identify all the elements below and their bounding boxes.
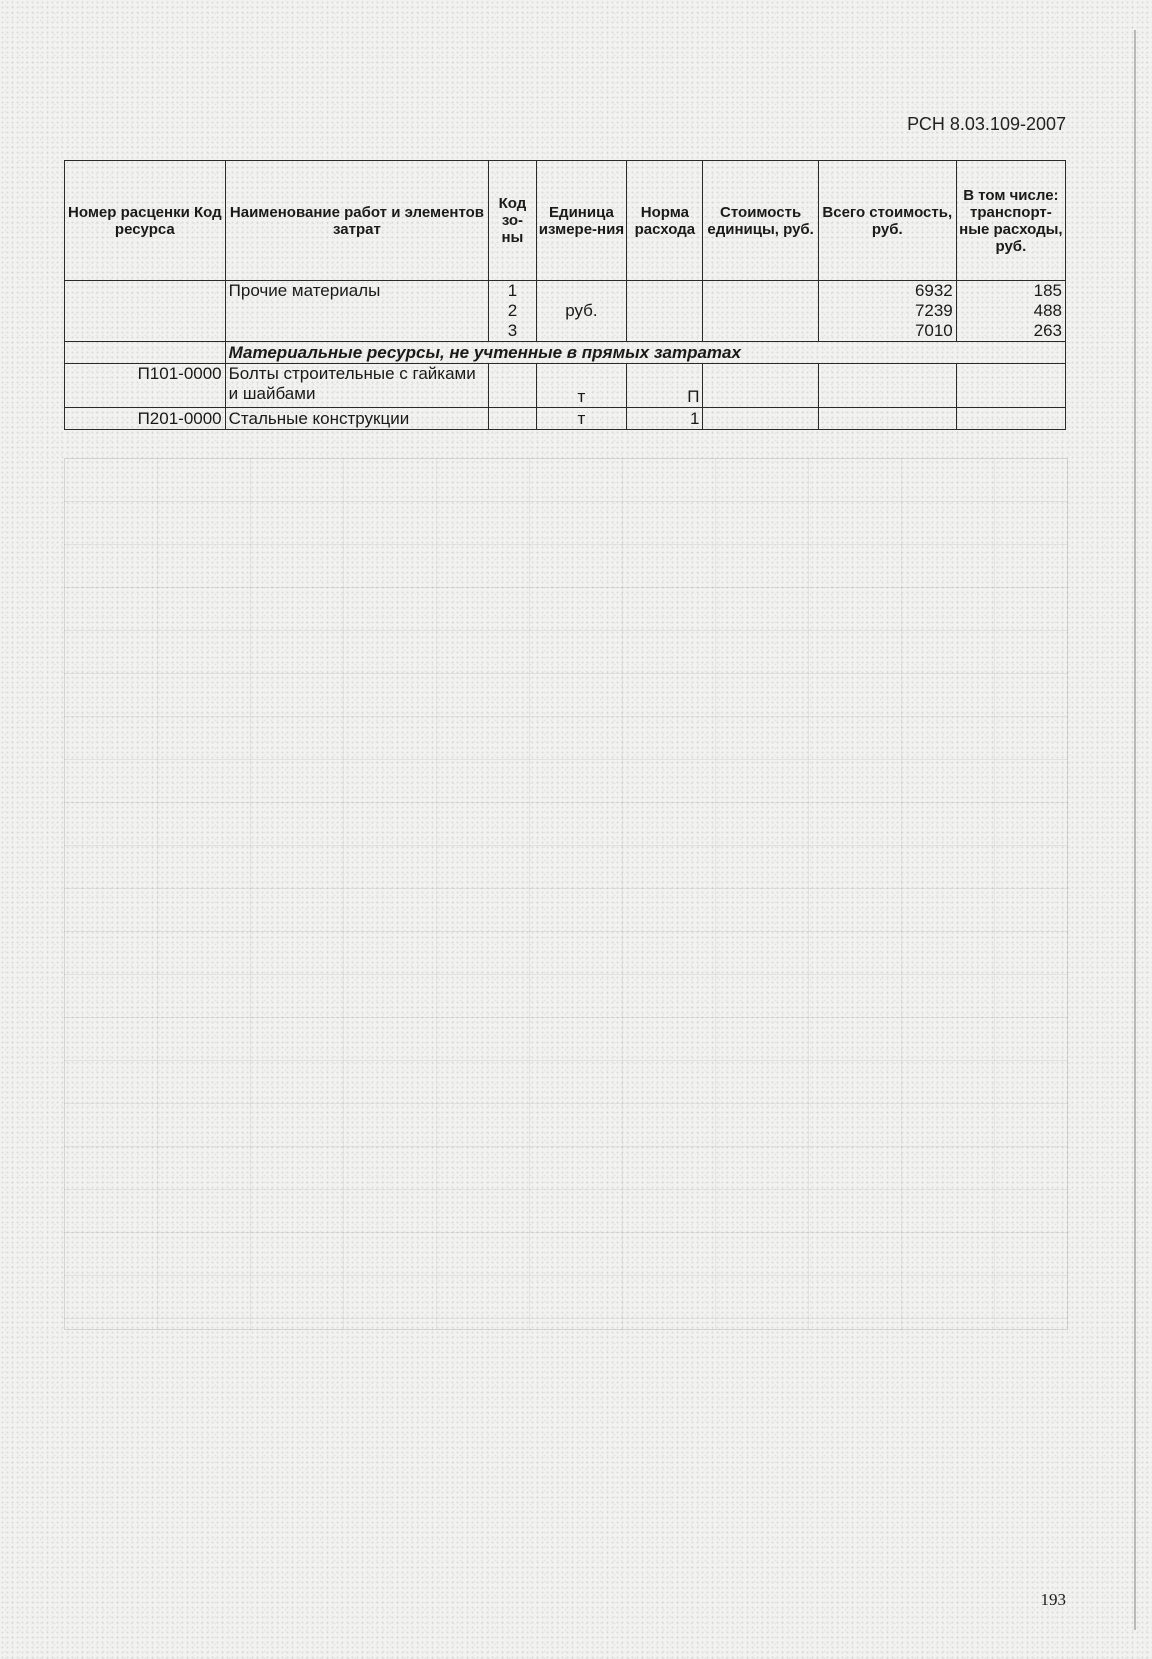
transport-zone-3: 263 — [1033, 321, 1062, 340]
row-other-name: Прочие материалы — [228, 281, 381, 300]
cell-empty — [703, 364, 818, 408]
cell-empty — [703, 408, 818, 430]
cell-empty — [65, 342, 226, 364]
page-number: 193 — [1040, 1590, 1066, 1609]
zone-3: 3 — [507, 321, 518, 340]
table-header-row — [65, 161, 1066, 281]
col-header-unit-cost: Стоимость единицы, руб. — [703, 161, 818, 281]
cell-code — [65, 281, 226, 342]
cell-zones — [489, 281, 536, 342]
cell-empty — [818, 364, 956, 408]
row-bolts-norm: П — [627, 364, 703, 408]
section-row — [65, 342, 1066, 364]
zone-2: 2 — [507, 301, 518, 320]
total-zone-3: 7010 — [914, 321, 953, 340]
col-header-unit: Единица измере-ния — [536, 161, 627, 281]
col-header-transport: В том числе: транспорт-ные расходы, руб. — [956, 161, 1065, 281]
row-steel-code: П201-0000 — [65, 408, 226, 430]
bleed-through-table — [64, 458, 1068, 1330]
cell-transport — [956, 281, 1065, 342]
cell-empty — [818, 408, 956, 430]
cell-unit-cost — [703, 281, 818, 342]
row-steel-name: Стальные конструкции — [225, 408, 489, 430]
table-row — [65, 281, 1066, 342]
cell-empty — [956, 408, 1065, 430]
row-bolts-unit: т — [536, 364, 627, 408]
cell-empty — [956, 364, 1065, 408]
total-zone-1: 6932 — [914, 281, 953, 300]
cell-totals — [818, 281, 956, 342]
transport-zone-2: 488 — [1033, 301, 1062, 320]
table-row — [65, 408, 1066, 430]
page-edge-line — [1134, 30, 1136, 1630]
cell-empty — [489, 408, 536, 430]
row-steel-unit: т — [536, 408, 627, 430]
unit-value: руб. — [565, 301, 598, 320]
row-bolts-code: П101-0000 — [65, 364, 226, 408]
cell-name — [225, 281, 489, 342]
col-header-norm: Норма расхода — [627, 161, 703, 281]
transport-zone-1: 185 — [1033, 281, 1062, 300]
cell-unit — [536, 281, 627, 342]
section-title: Материальные ресурсы, не учтенные в прямых затратах — [225, 342, 1065, 364]
row-steel-norm: 1 — [627, 408, 703, 430]
total-zone-2: 7239 — [914, 301, 953, 320]
col-header-code: Номер расценки Код ресурса — [65, 161, 226, 281]
row-bolts-name: Болты строительные с гайками и шайбами — [225, 364, 489, 408]
estimate-table — [64, 160, 1066, 430]
col-header-name: Наименование работ и элементов затрат — [225, 161, 489, 281]
table-row — [65, 364, 1066, 408]
col-header-zone: Код зо-ны — [489, 161, 536, 281]
cell-empty — [489, 364, 536, 408]
cell-norm — [627, 281, 703, 342]
col-header-total-cost: Всего стоимость, руб. — [818, 161, 956, 281]
zone-1: 1 — [507, 281, 518, 300]
document-code: РСН 8.03.109-2007 — [907, 114, 1066, 134]
